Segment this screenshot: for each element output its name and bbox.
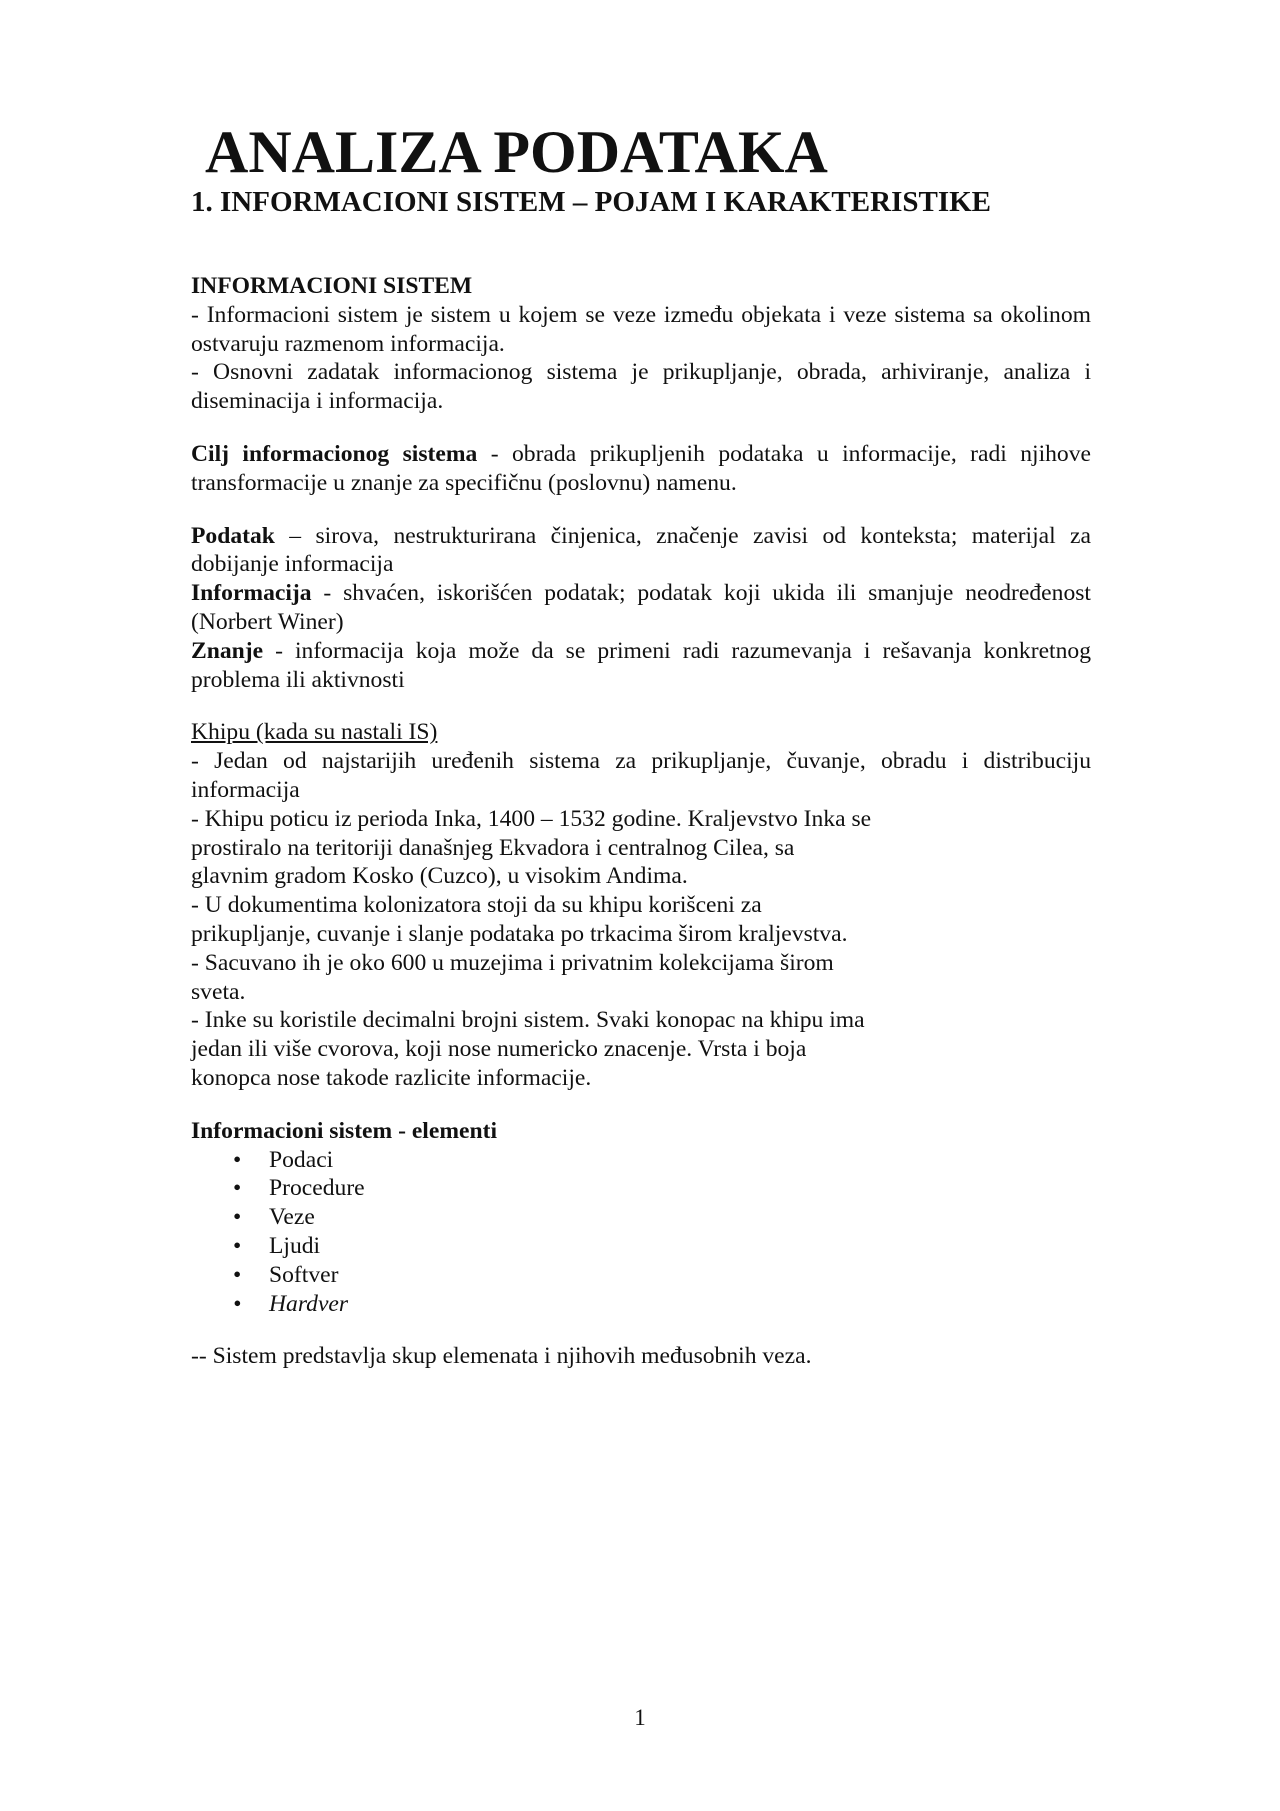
page-number: 1	[634, 1705, 646, 1730]
goal-term: Cilj informacionog sistema	[191, 440, 478, 467]
data-term: Podatak	[191, 522, 275, 549]
section-heading-informacioni-sistem: INFORMACIONI SISTEM	[191, 273, 473, 299]
khipu-line: sveta.	[191, 978, 246, 1005]
list-item: • Podaci	[191, 1146, 1091, 1175]
khipu-line: prostiralo na teritoriji današnjeg Ekvadora i centralnog Cilea, sa	[191, 834, 795, 861]
info-text: - shvaćen, iskorišćen podatak; podatak koji ukida ili smanjuje neodređenost (Norbert Winer)	[191, 580, 1091, 635]
list-item: • Hardver	[191, 1290, 1091, 1319]
khipu-line: - Inke su koristile decimalni brojni sistem. Svaki konopac na khipu ima	[191, 1007, 865, 1034]
khipu-heading	[191, 718, 1091, 747]
section1-line2: - Osnovni zadatak informacionog sistema je prikupljanje, obrada, arhiviranje, analiza i diseminacija i informacija.	[191, 359, 1091, 415]
goal-paragraph	[191, 440, 1091, 498]
khipu-line: jedan ili više cvorova, koji nose numericko znacenje. Vrsta i boja	[191, 1036, 807, 1063]
elements-heading: Informacioni sistem - elementi	[191, 1117, 497, 1144]
khipu-line: - U dokumentima kolonizatora stoji da su khipu korišceni za	[191, 892, 762, 919]
khipu-heading-text: Khipu (kada su nastali IS)	[191, 719, 438, 746]
chapter-heading: 1. INFORMACIONI SISTEM – POJAM I KARAKTERISTIKE	[191, 186, 992, 218]
elements-list	[191, 1146, 1091, 1319]
knowledge-text: - informacija koja može da se primeni radi razumevanja i rešavanja konkretnog problema ili aktivnosti	[191, 637, 1091, 693]
info-term: Informacija	[191, 580, 312, 607]
list-item: • Procedure	[191, 1174, 1091, 1203]
list-item: • Ljudi	[191, 1232, 1091, 1261]
knowledge-term: Znanje	[191, 637, 264, 664]
section1-line1: - Informacioni sistem je sistem u kojem se veze između objekata i veze sistema sa okolinom ostvaruju razmenom informacija.	[191, 301, 1091, 357]
khipu-line: konopca nose takode razlicite informacije.	[191, 1064, 592, 1091]
khipu-line: - Sacuvano ih je oko 600 u muzejima i privatnim kolekcijama širom	[191, 949, 834, 976]
info-definition	[191, 579, 1091, 637]
list-item: • Veze	[191, 1203, 1091, 1232]
data-definition	[191, 522, 1091, 580]
data-text: – sirova, nestrukturirana činjenica, značenje zavisi od konteksta; materijal za dobijanje informacija	[191, 522, 1091, 578]
document-title: ANALIZA PODATAKA	[205, 119, 828, 185]
khipu-line: glavnim gradom Kosko (Cuzco), u visokim Andima.	[191, 863, 688, 890]
knowledge-definition	[191, 637, 1091, 695]
goal-text: - obrada prikupljenih podataka u informacije, radi njihove transformacije u znanje za specifičnu (poslovnu) namenu.	[191, 440, 1091, 496]
list-item: • Softver	[191, 1261, 1091, 1290]
closing-line: -- Sistem predstavlja skup elemenata i njihovih međusobnih veza.	[191, 1343, 812, 1370]
khipu-line: - Khipu poticu iz perioda Inka, 1400 – 1532 godine. Kraljevstvo Inka se	[191, 805, 872, 832]
khipu-line: prikupljanje, cuvanje i slanje podataka po trkacima širom kraljevstva.	[191, 920, 848, 947]
khipu-line: - Jedan od najstarijih uređenih sistema za prikupljanje, čuvanje, obradu i distribuciju informacija	[191, 748, 1091, 803]
body-text	[191, 272, 1091, 1371]
